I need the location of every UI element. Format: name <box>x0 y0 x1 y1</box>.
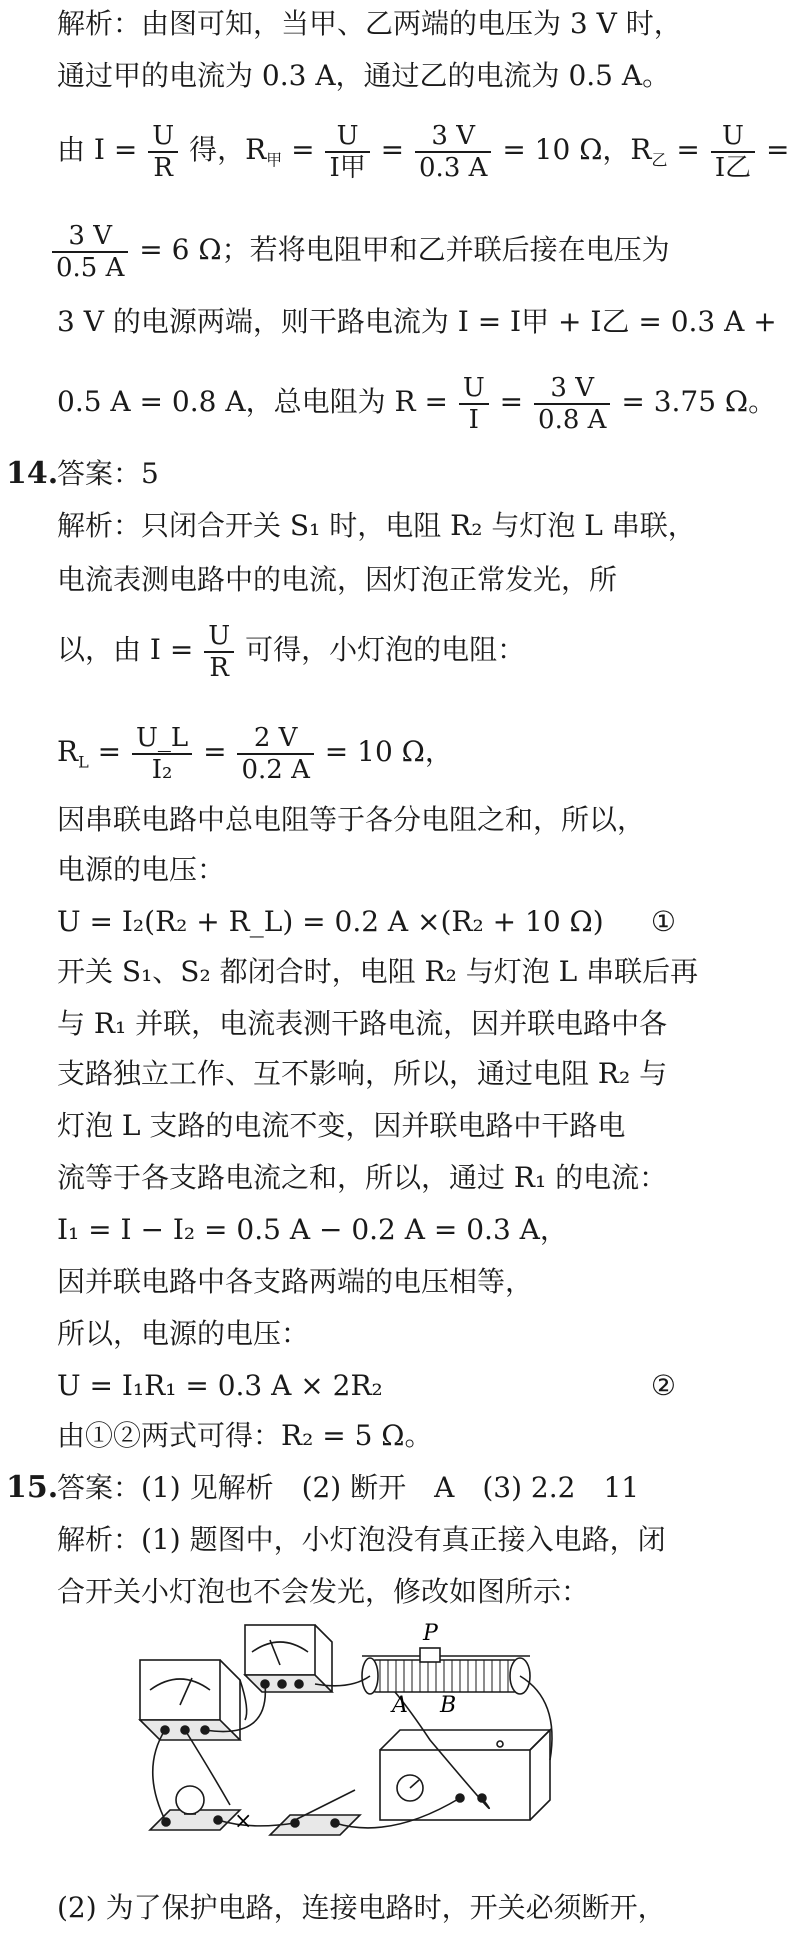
formula-line: U = I₂(R₂ + R_L) = 0.2 A ×(R₂ + 10 Ω) ① <box>0 902 690 942</box>
formula-line: $R_L$ = $\frac{U\_L}{\text{I₂}}$ = $\frac{2 V}{0.2 A}$ = 10 Ω， <box>57 722 453 785</box>
circuit-diagram <box>130 1620 570 1870</box>
text-line: 流等于各支路电流之和，所以，通过 R₁ 的电流： <box>57 1161 668 1194</box>
voltmeter-icon <box>140 1660 240 1740</box>
fraction: $\frac{3 V}{0.8 A}$ <box>534 373 610 435</box>
switch-icon <box>270 1790 360 1835</box>
fraction: $\frac{2 V}{0.2 A}$ <box>237 723 313 785</box>
formula-line: U = I₁R₁ = 0.3 A × 2R₂ ② <box>0 1366 690 1406</box>
answer-text: 答案：(1) 见解析 (2) 断开 A (3) 2.2 11 <box>57 1471 640 1504</box>
text-line: 开关 S₁、S₂ 都闭合时，电阻 R₂ 与灯泡 L 串联后再 <box>57 955 699 988</box>
fraction: $\frac{U}{I}$ <box>459 373 489 435</box>
formula-line: I₁ = I − I₂ = 0.5 A − 0.2 A = 0.3 A， <box>57 1213 568 1246</box>
formula-line: 以，由 I = $\frac{U}{R}$ 可得，小灯泡的电阻： <box>57 620 526 683</box>
fraction: $\frac{U}{R}$ <box>148 121 178 183</box>
figure-label-p: P <box>423 1621 438 1646</box>
text-line: 电源的电压： <box>57 853 226 886</box>
equation-marker: ① <box>650 905 676 938</box>
question-number: 14. <box>6 456 59 491</box>
question-number: 15. <box>6 1470 59 1505</box>
text-line: (2) 为了保护电路，连接电路时，开关必须断开， <box>57 1891 666 1924</box>
figure-label-a: A <box>392 1693 408 1718</box>
power-supply-icon <box>380 1730 550 1820</box>
text-line: 与 R₁ 并联，电流表测干路电流，因并联电路中各 <box>57 1007 668 1040</box>
answer-text: 答案：5 <box>57 457 159 490</box>
text-line: 通过甲的电流为 0.3 A，通过乙的电流为 0.5 A。 <box>57 59 671 92</box>
question-14 <box>0 454 690 494</box>
question-15 <box>0 1468 690 1508</box>
figure-label-b: B <box>440 1693 457 1718</box>
text-line: 因并联电路中各支路两端的电压相等， <box>57 1265 534 1298</box>
lamp-icon <box>150 1786 240 1830</box>
text-line: 电流表测电路中的电流，因灯泡正常发光，所 <box>57 563 618 596</box>
fraction: $\frac{U}{R}$ <box>204 621 234 683</box>
formula-line: 0.5 A = 0.8 A，总电阻为 R = $\frac{U}{I}$ = $\frac{3 V}{0.8 A}$ = 3.75 Ω。 <box>57 372 777 435</box>
text-line: 由①②两式可得：R₂ = 5 Ω。 <box>57 1419 433 1452</box>
text-line: 因串联电路中总电阻等于各分电阻之和，所以， <box>57 803 646 836</box>
formula-line: $\frac{3 V}{0.5 A}$ = 6 Ω；若将电阻甲和乙并联后接在电压为 <box>0 210 690 290</box>
fraction: $\frac{3 V}{0.3 A}$ <box>415 121 491 183</box>
fraction: $\frac{U}{\text{I甲}}$ <box>325 121 369 183</box>
formula-line: 由 I = $\frac{U}{R}$ 得，$R_甲$ = $\frac{U}{\text{I甲}}$ = $\frac{3 V}{0.3 A}$ = 10 Ω，$R_乙$ = $\frac{U}{\text{I乙}}$ = <box>57 120 789 183</box>
fraction: $\frac{U\_L}{\text{I₂}}$ <box>132 723 192 785</box>
text-line: 解析：只闭合开关 S₁ 时，电阻 R₂ 与灯泡 L 串联， <box>57 509 696 542</box>
text-line: 3 V 的电源两端，则干路电流为 I = I甲 + I乙 = 0.3 A + <box>57 305 777 338</box>
ammeter-icon <box>245 1625 332 1692</box>
text-line: 合开关小灯泡也不会发光，修改如图所示： <box>57 1575 590 1608</box>
text-line: 解析：(1) 题图中，小灯泡没有真正接入电路，闭 <box>57 1523 666 1556</box>
fraction: $\frac{U}{\text{I乙}}$ <box>711 121 755 183</box>
text-line: 所以，电源的电压： <box>57 1317 310 1350</box>
fraction: $\frac{3 V}{0.5 A}$ <box>52 221 128 283</box>
rheostat-icon <box>362 1648 530 1694</box>
equation-marker: ② <box>650 1369 676 1402</box>
figure-label-cross: × <box>234 1809 253 1834</box>
text-line: 解析：由图可知，当甲、乙两端的电压为 3 V 时， <box>57 7 682 40</box>
text-line: 支路独立工作、互不影响，所以，通过电阻 R₂ 与 <box>57 1057 668 1090</box>
text-line: 灯泡 L 支路的电流不变，因并联电路中干路电 <box>57 1109 626 1142</box>
